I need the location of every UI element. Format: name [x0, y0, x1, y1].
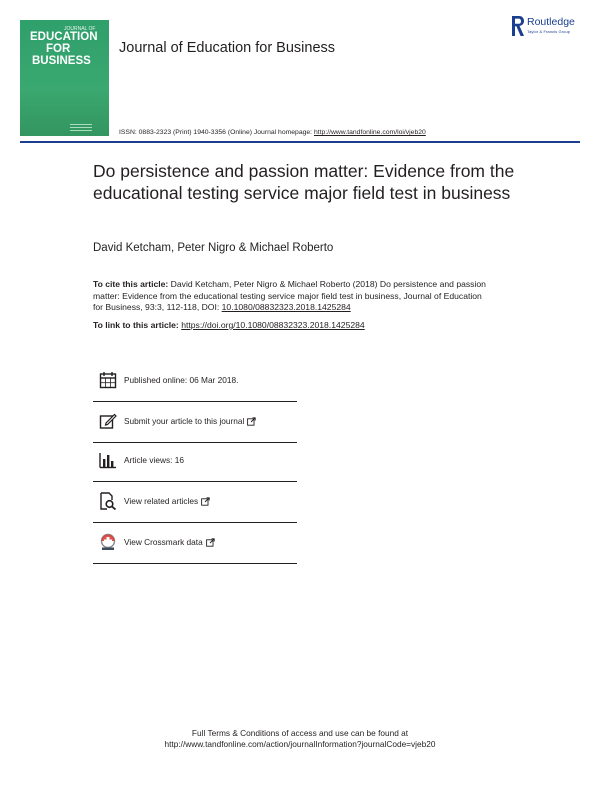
footer-terms-link[interactable]: http://www.tandfonline.com/action/journalInformation?journalCode=vjeb20: [164, 739, 436, 749]
cover-decoration: [70, 124, 92, 132]
crossmark-link[interactable]: [124, 537, 215, 547]
journal-cover-image: [20, 20, 109, 136]
submit-article-text: Submit your article to this journal: [124, 416, 245, 426]
calendar-icon: [99, 371, 117, 389]
publisher-logo[interactable]: [511, 15, 591, 39]
article-doi-link[interactable]: https://doi.org/10.1080/08832323.2018.1425284: [181, 320, 365, 330]
link-label: To link to this article:: [93, 320, 182, 330]
article-views-text: Article views: 16: [124, 455, 184, 465]
related-articles-link[interactable]: [124, 496, 210, 506]
header-divider: [20, 141, 580, 143]
related-articles-row[interactable]: [93, 482, 297, 523]
publisher-tagline: Taylor & Francis Group: [527, 29, 571, 34]
crossmark-row[interactable]: [93, 523, 297, 564]
external-link-icon: [247, 417, 256, 426]
journal-name[interactable]: Journal of Education for Business: [119, 40, 336, 56]
issn-line: [119, 129, 426, 136]
article-link-block: [93, 320, 365, 330]
external-link-icon: [206, 538, 215, 547]
edit-icon: [99, 412, 117, 430]
cover-line-1: EDUCATION: [30, 31, 98, 43]
cite-label: To cite this article:: [93, 279, 169, 289]
publisher-name: Routledge: [527, 16, 575, 28]
row-divider: [93, 563, 297, 564]
related-articles-text: View related articles: [124, 496, 199, 506]
cite-text: David Ketcham, Peter Nigro & Michael Roberto (2018) Do persistence and passion matter: Evidence from the educational testing service major field test in business, Journal of Education for Business, 93:3, 112-118, DOI:: [93, 279, 486, 313]
cite-doi-link[interactable]: 10.1080/08832323.2018.1425284: [221, 302, 351, 313]
bar-chart-icon: [99, 451, 117, 469]
submit-article-link[interactable]: [124, 416, 256, 426]
journal-homepage-link[interactable]: http://www.tandfonline.com/loi/vjeb20: [313, 129, 426, 136]
submit-article-row[interactable]: [93, 402, 297, 443]
cover-line-3: BUSINESS: [32, 55, 91, 67]
search-document-icon: [99, 492, 117, 510]
crossmark-text: View Crossmark data: [124, 537, 203, 547]
cover-small-label: JOURNAL OF: [64, 26, 96, 32]
routledge-r-icon: [511, 15, 525, 37]
issn-text: ISSN: 0883-2323 (Print) 1940-3356 (Online) Journal homepage:: [119, 129, 314, 136]
article-title: Do persistence and passion matter: Evidence from the educational testing service major field test in business: [93, 161, 515, 203]
cover-line-2: FOR: [46, 43, 71, 55]
crossmark-icon: [99, 533, 117, 551]
article-views-row: [93, 441, 297, 482]
external-link-icon: [201, 497, 210, 506]
published-online-text: Published online: 06 Mar 2018.: [124, 375, 239, 385]
published-online-row: [93, 361, 297, 402]
article-authors: David Ketcham, Peter Nigro & Michael Roberto: [93, 242, 334, 254]
citation-block: [93, 279, 493, 314]
footer-line-1: Full Terms & Conditions of access and use can be found at: [191, 728, 409, 738]
footer: [0, 728, 600, 750]
